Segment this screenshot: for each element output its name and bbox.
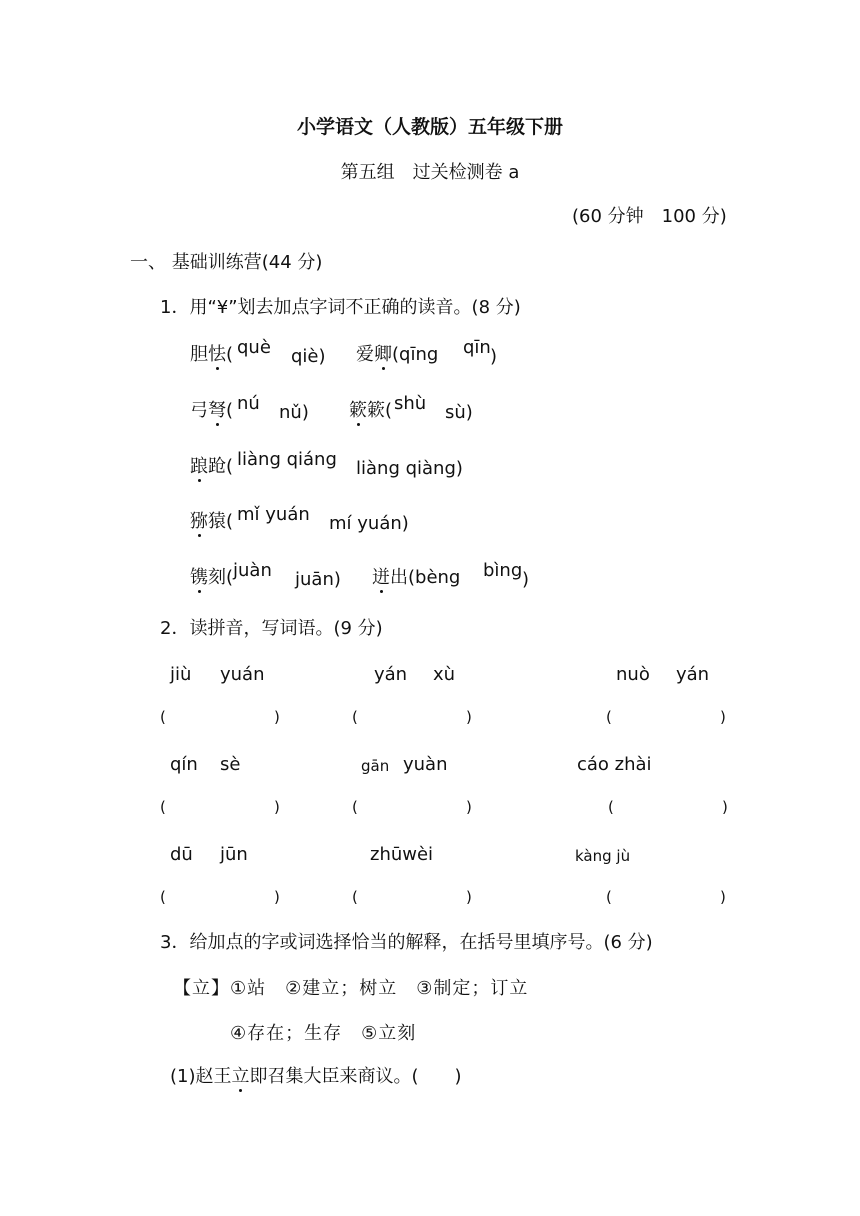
pinyin-upper: nú (237, 393, 260, 414)
pinyin-cue: yuán (220, 664, 265, 685)
pinyin-cue: yán (676, 664, 710, 685)
pinyin-cue: dū (170, 844, 193, 865)
word-item: 踉跄( (190, 456, 234, 477)
word-item: 簌簌( (349, 400, 393, 421)
pinyin-lower: juān) (295, 569, 341, 590)
document-subtitle: 第五组 过关检测卷 a (340, 162, 520, 183)
answer-paren-close: ) (720, 708, 726, 726)
answer-paren-open: ( (606, 888, 612, 906)
pinyin-cue: jūn (220, 844, 248, 865)
question-1-heading: 1．用“¥”划去加点字词不正确的读音。(8 分) (160, 297, 521, 318)
definition-line: 【立】①站 ②建立；树立 ③制定；订立 (173, 978, 529, 999)
pinyin-lower: mí yuán) (329, 513, 409, 534)
pinyin-cue: gān (361, 757, 390, 775)
pinyin-lower: nǔ) (279, 402, 309, 423)
pinyin-lower: liàng qiàng) (356, 458, 463, 479)
answer-paren-close: ) (722, 798, 728, 816)
pinyin-lower: sù) (445, 402, 473, 423)
question-2-heading: 2．读拼音，写词语。(9 分) (160, 618, 383, 639)
pinyin-upper: shù (394, 393, 427, 414)
word-item: 猕猿( (190, 511, 234, 532)
pinyin-cue: nuò (616, 664, 650, 685)
pinyin-cue: xù (433, 664, 456, 685)
pinyin-lower: ) (522, 569, 530, 590)
word-item: 胆怯( (190, 344, 234, 365)
answer-paren-open: ( (352, 888, 358, 906)
pinyin-upper: mǐ yuán (237, 504, 310, 525)
pinyin-cue: cáo zhài (577, 754, 652, 775)
pinyin-upper: qīn (463, 337, 491, 358)
section-heading: 一、 基础训练营(44 分) (130, 252, 323, 273)
answer-paren-close: ) (274, 708, 280, 726)
pinyin-upper: què (237, 337, 271, 358)
pinyin-lower: qiè) (291, 346, 326, 367)
pinyin-lower: ) (490, 346, 498, 367)
answer-paren-close: ) (466, 888, 472, 906)
pinyin-upper: liàng qiáng (237, 449, 337, 470)
answer-paren-close: ) (466, 708, 472, 726)
pinyin-cue: sè (220, 754, 241, 775)
definition-line: ④存在；生存 ⑤立刻 (230, 1023, 417, 1044)
word-item: 爱卿(qīng (356, 344, 439, 365)
answer-paren-open: ( (352, 708, 358, 726)
question-3-heading: 3．给加点的字或词选择恰当的解释，在括号里填序号。(6 分) (160, 932, 653, 953)
answer-paren-close: ) (466, 798, 472, 816)
word-item: 弓弩( (190, 400, 234, 421)
answer-paren-open: ( (160, 798, 166, 816)
pinyin-cue: yuàn (403, 754, 448, 775)
word-item: 迸出(bèng (372, 567, 461, 588)
pinyin-cue: qín (170, 754, 198, 775)
pinyin-cue: jiù (170, 664, 192, 685)
sentence-item: (1)赵王立即召集大臣来商议。( ) (170, 1066, 462, 1087)
pinyin-cue: yán (374, 664, 408, 685)
answer-paren-open: ( (352, 798, 358, 816)
word-item: 镌刻( (190, 567, 234, 588)
pinyin-cue: kàng jù (575, 847, 631, 865)
pinyin-upper: juàn (233, 560, 272, 581)
answer-paren-open: ( (608, 798, 614, 816)
answer-paren-close: ) (720, 888, 726, 906)
pinyin-upper: bìng (483, 560, 523, 581)
answer-paren-open: ( (606, 708, 612, 726)
time-score-info: (60 分钟 100 分) (572, 206, 727, 227)
pinyin-cue: zhūwèi (370, 844, 434, 865)
answer-paren-close: ) (274, 888, 280, 906)
answer-paren-open: ( (160, 888, 166, 906)
answer-paren-open: ( (160, 708, 166, 726)
document-title: 小学语文（人教版）五年级下册 (296, 116, 563, 138)
answer-paren-close: ) (274, 798, 280, 816)
